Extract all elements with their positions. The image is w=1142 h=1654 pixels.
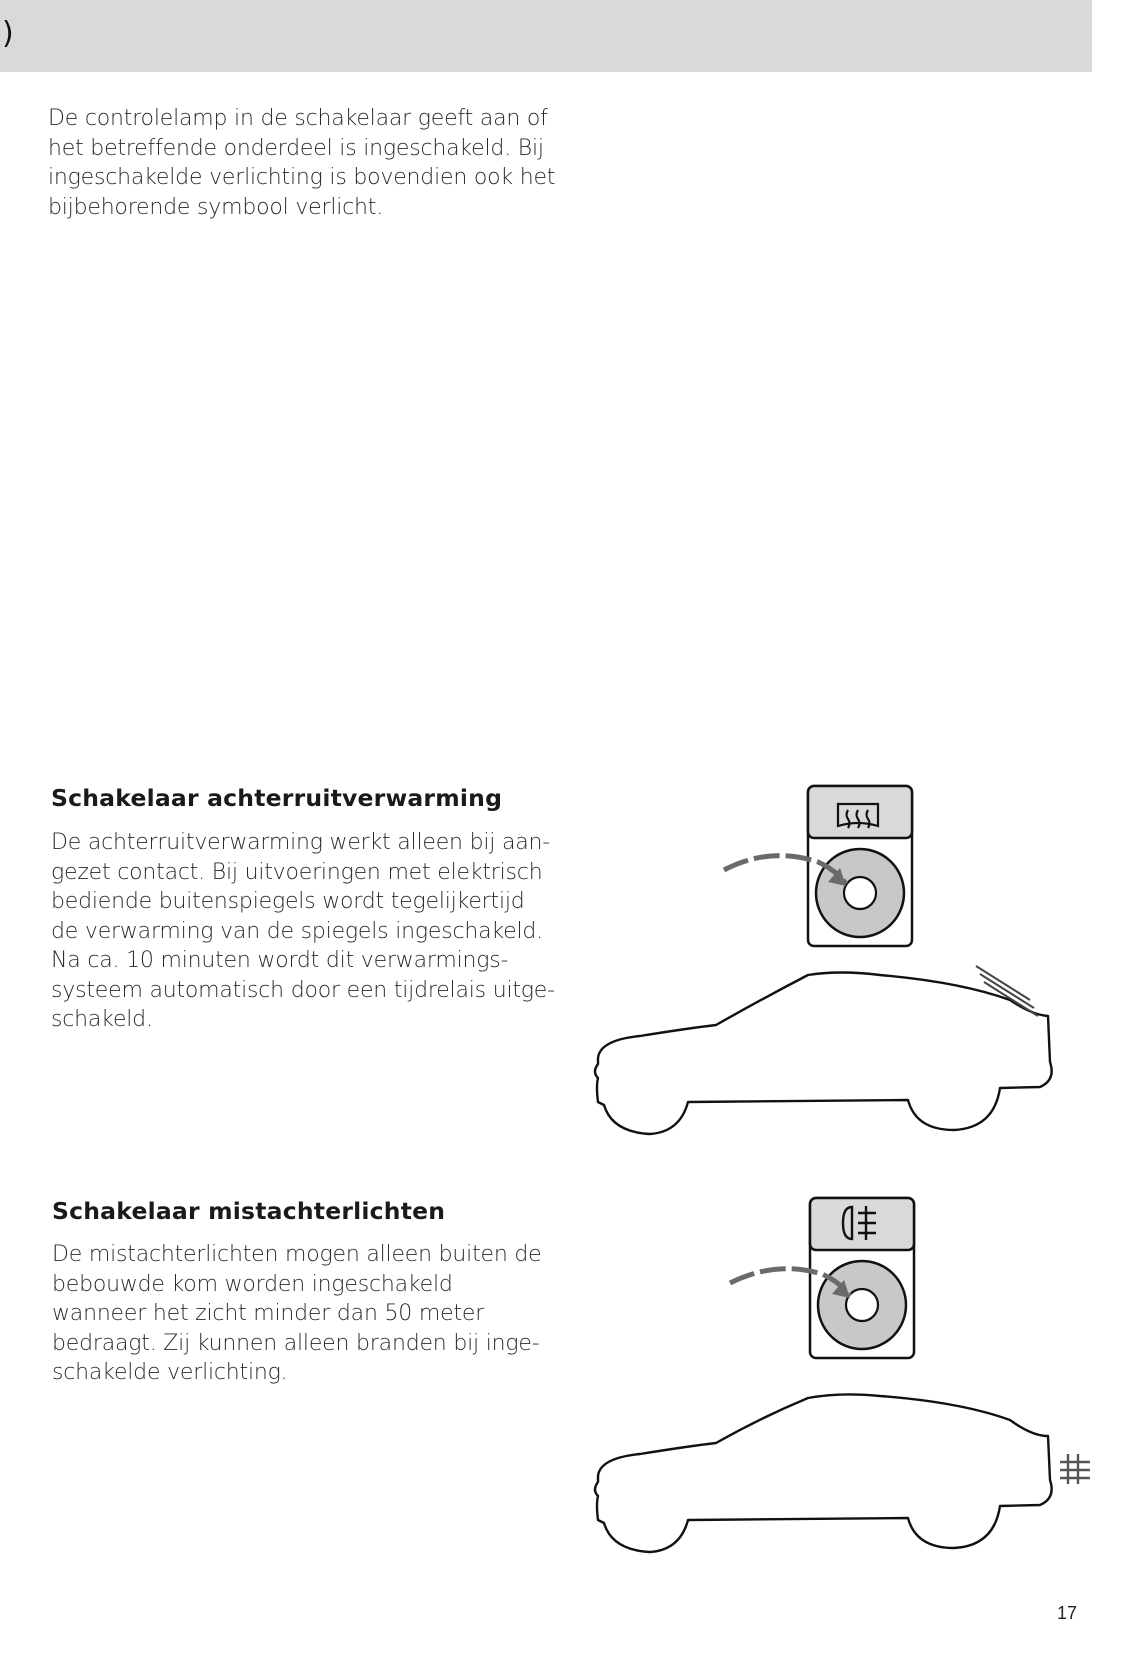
body-line: bedraagt. Zij kunnen alleen branden bij inge-	[52, 1330, 540, 1356]
body-line: schakeld.	[51, 1007, 153, 1032]
body-line: schakelde verlichting.	[52, 1360, 288, 1385]
lit-rear-fog-light-icon	[1060, 1454, 1090, 1484]
body-line: bediende buitenspiegels wordt tegelijkertijd	[51, 889, 525, 914]
rear-fog-lights-switch	[730, 1198, 914, 1358]
body-line: de verwarming van de spiegels ingeschakeld.	[51, 918, 543, 944]
intro-line: het betreffende onderdeel is ingeschakeld. Bij	[48, 135, 544, 161]
body-line: gezet contact. Bij uitvoeringen met elektrisch	[51, 859, 543, 885]
rear-fog-lights-heading: Schakelaar mistachterlichten	[52, 1197, 446, 1225]
intro-line: ingeschakelde verlichting is bovendien ook het	[48, 165, 556, 190]
body-line: De achterruitverwarming werkt alleen bij aan-	[51, 830, 551, 855]
body-line: systeem automatisch door een tijdrelais uitge-	[51, 977, 555, 1003]
car-silhouette	[595, 1394, 1052, 1552]
intro-line: bijbehorende symbool verlicht.	[48, 194, 384, 220]
body-line: bebouwde kom worden ingeschakeld	[52, 1271, 453, 1297]
header-mark: )	[2, 16, 14, 51]
rear-window-heating-heading: Schakelaar achterruitverwarming	[51, 784, 503, 812]
body-line: De mistachterlichten mogen alleen buiten de	[52, 1242, 542, 1267]
page-number: 17	[1057, 1603, 1078, 1623]
intro-line: De controlelamp in de schakelaar geeft aan of	[48, 106, 548, 131]
body-line: wanneer het zicht minder dan 50 meter	[52, 1301, 485, 1326]
body-line: Na ca. 10 minuten wordt dit verwarmings-	[51, 948, 509, 973]
